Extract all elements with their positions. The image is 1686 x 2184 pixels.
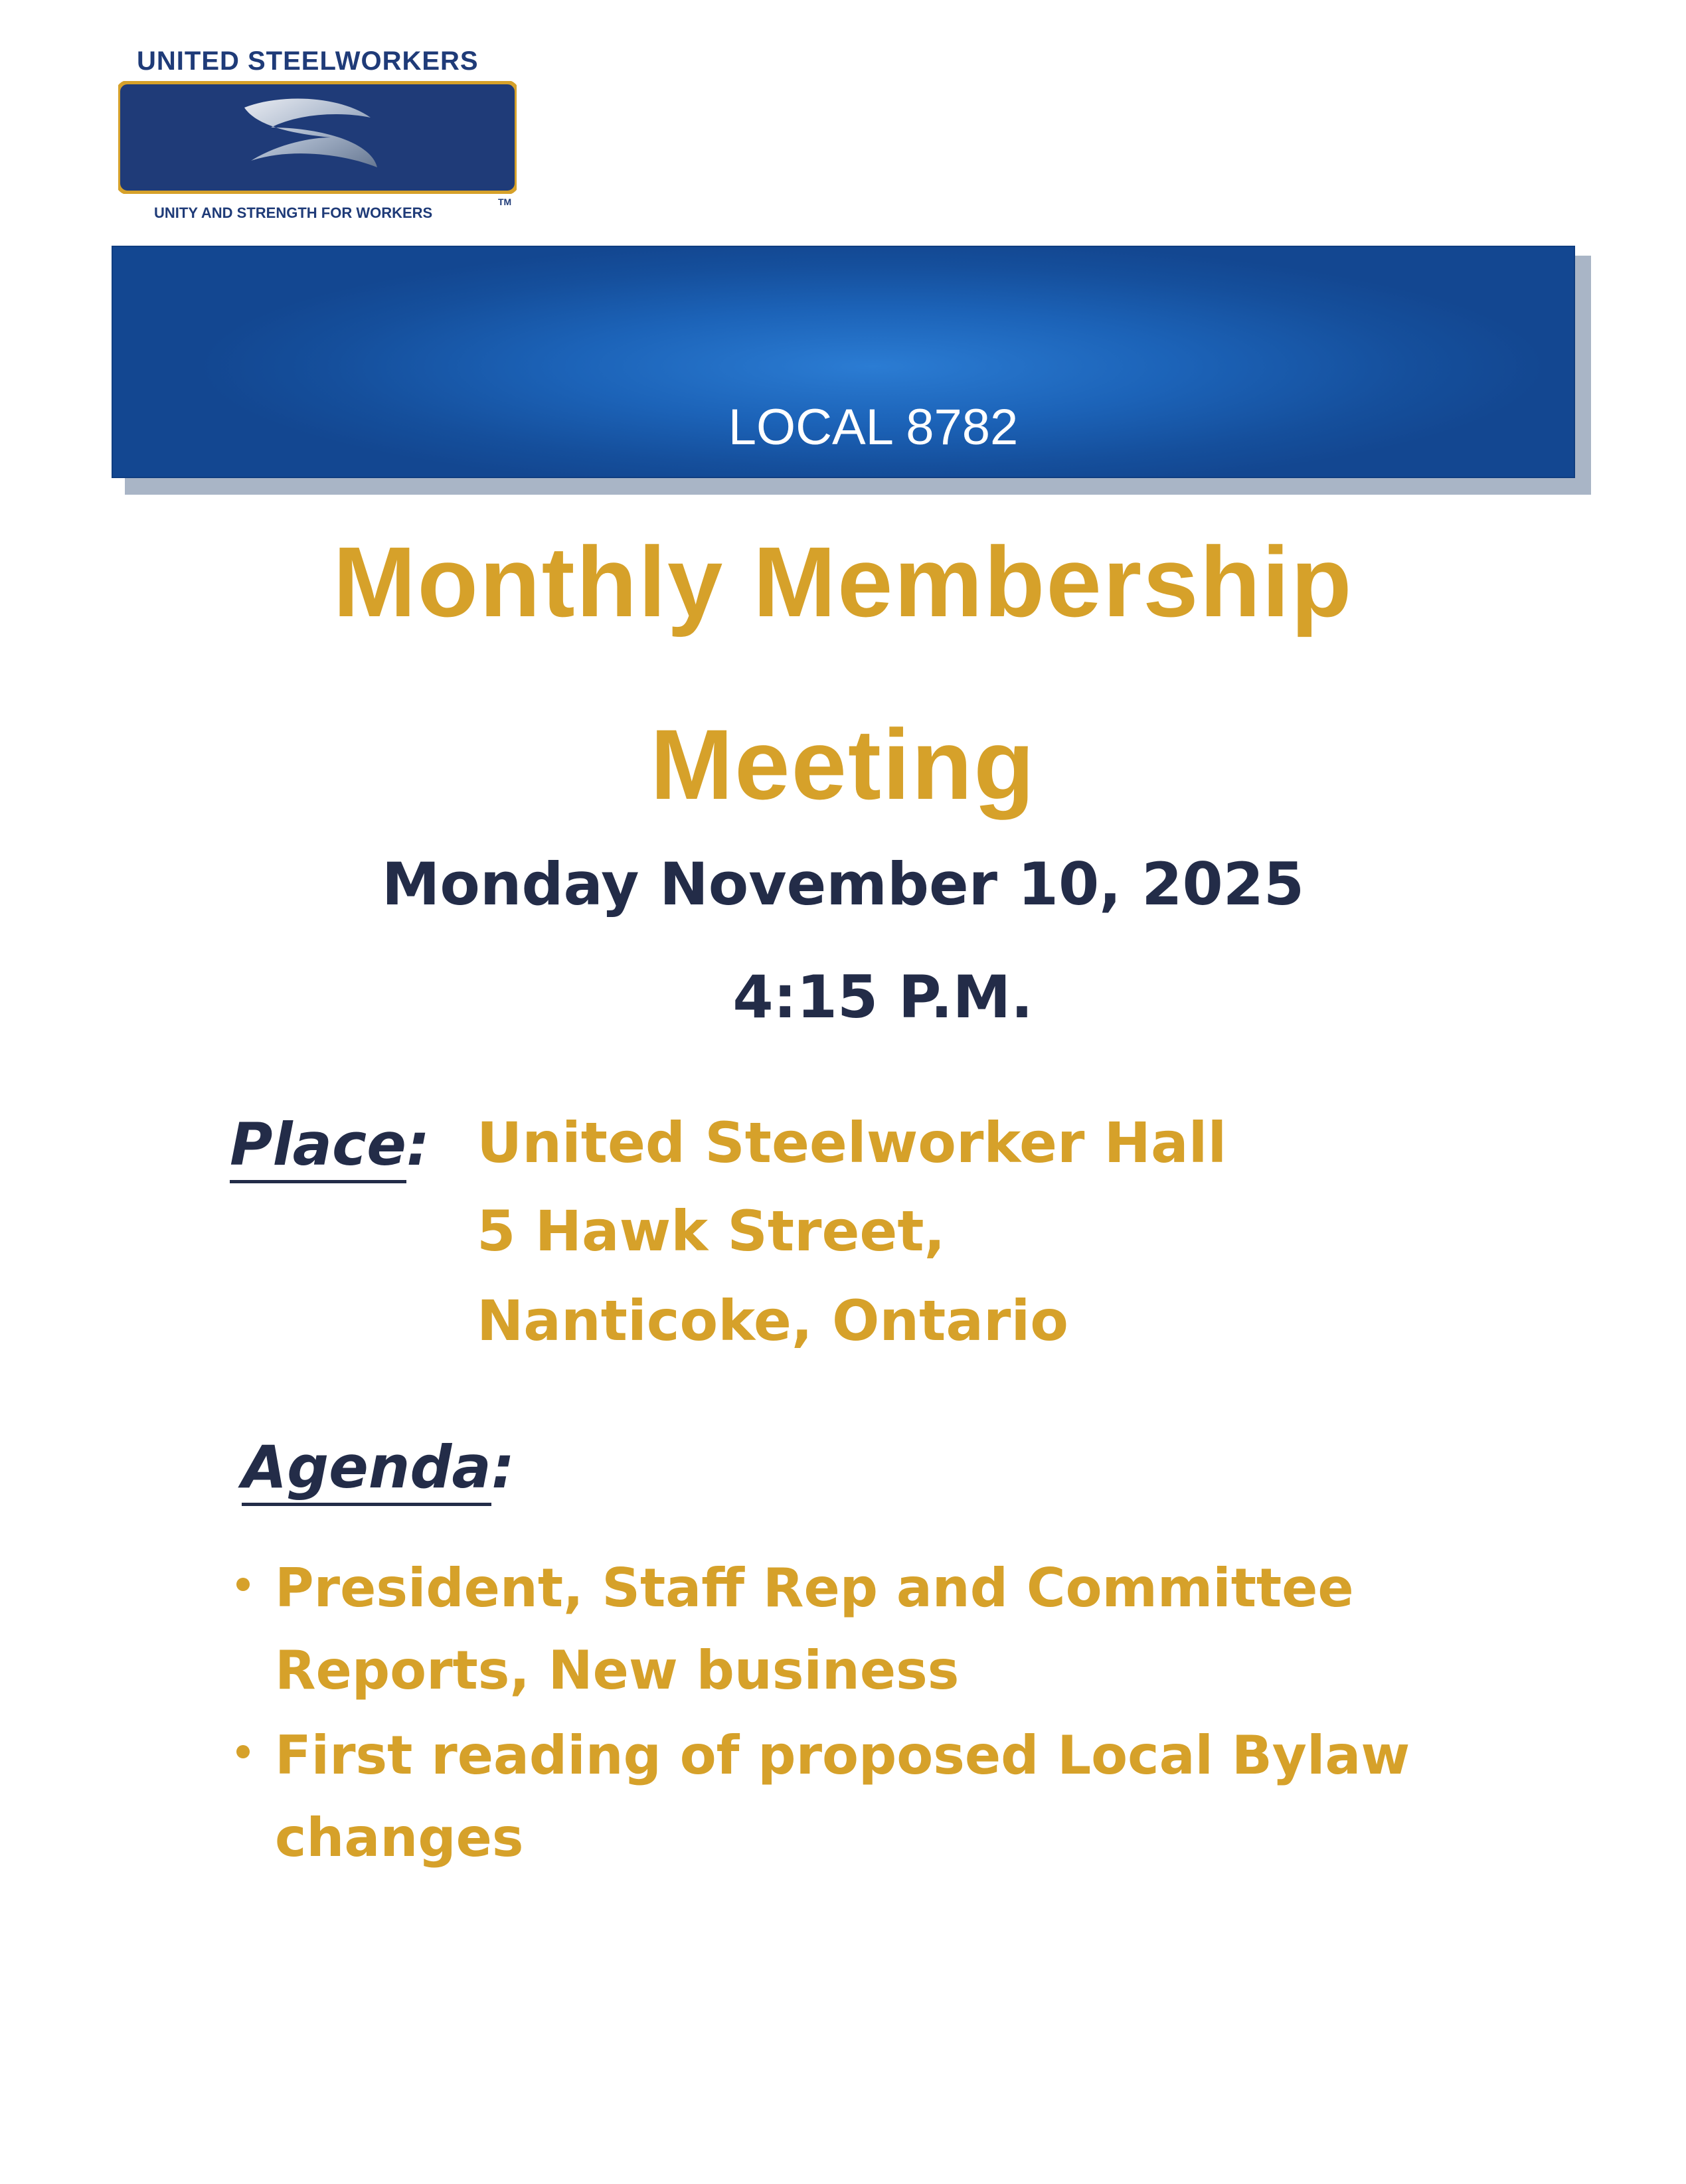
meeting-title-line1: Monthly Membership <box>333 526 1353 637</box>
place-street: 5 Hawk Street, <box>477 1199 946 1264</box>
agenda-heading <box>242 1433 515 1501</box>
agenda-item <box>228 1715 1490 1879</box>
usw-logo <box>118 46 517 232</box>
meeting-title-line2: Meeting <box>650 709 1036 820</box>
agenda-list <box>228 1547 1490 1882</box>
banner-local-number: LOCAL 8782 <box>728 399 1019 456</box>
agenda-item-text: First reading of proposed Local Bylaw changes <box>275 1724 1410 1869</box>
place-colon: : <box>406 1110 430 1179</box>
agenda-item <box>228 1547 1490 1712</box>
bullet-icon <box>236 1745 250 1758</box>
local-banner <box>112 246 1575 478</box>
agenda-item-text: President, Staff Rep and Committee Reports, New business <box>275 1557 1354 1701</box>
agenda-colon: : <box>491 1433 515 1501</box>
place-label: Place <box>230 1110 406 1183</box>
usw-logo-mark <box>118 81 517 194</box>
meeting-time: 4:15 P.M. <box>732 963 1033 1031</box>
logo-trademark: TM <box>498 197 512 207</box>
place-venue: United Steelworker Hall <box>477 1110 1227 1175</box>
logo-tagline: UNITY AND STRENGTH FOR WORKERS <box>154 205 433 221</box>
meeting-date: Monday November 10, 2025 <box>381 850 1305 918</box>
bullet-icon <box>236 1578 250 1591</box>
agenda-label: Agenda <box>242 1433 491 1506</box>
logo-top-text: UNITED STEELWORKERS <box>137 46 479 76</box>
place-heading <box>230 1110 430 1179</box>
place-city: Nanticoke, Ontario <box>477 1288 1068 1353</box>
